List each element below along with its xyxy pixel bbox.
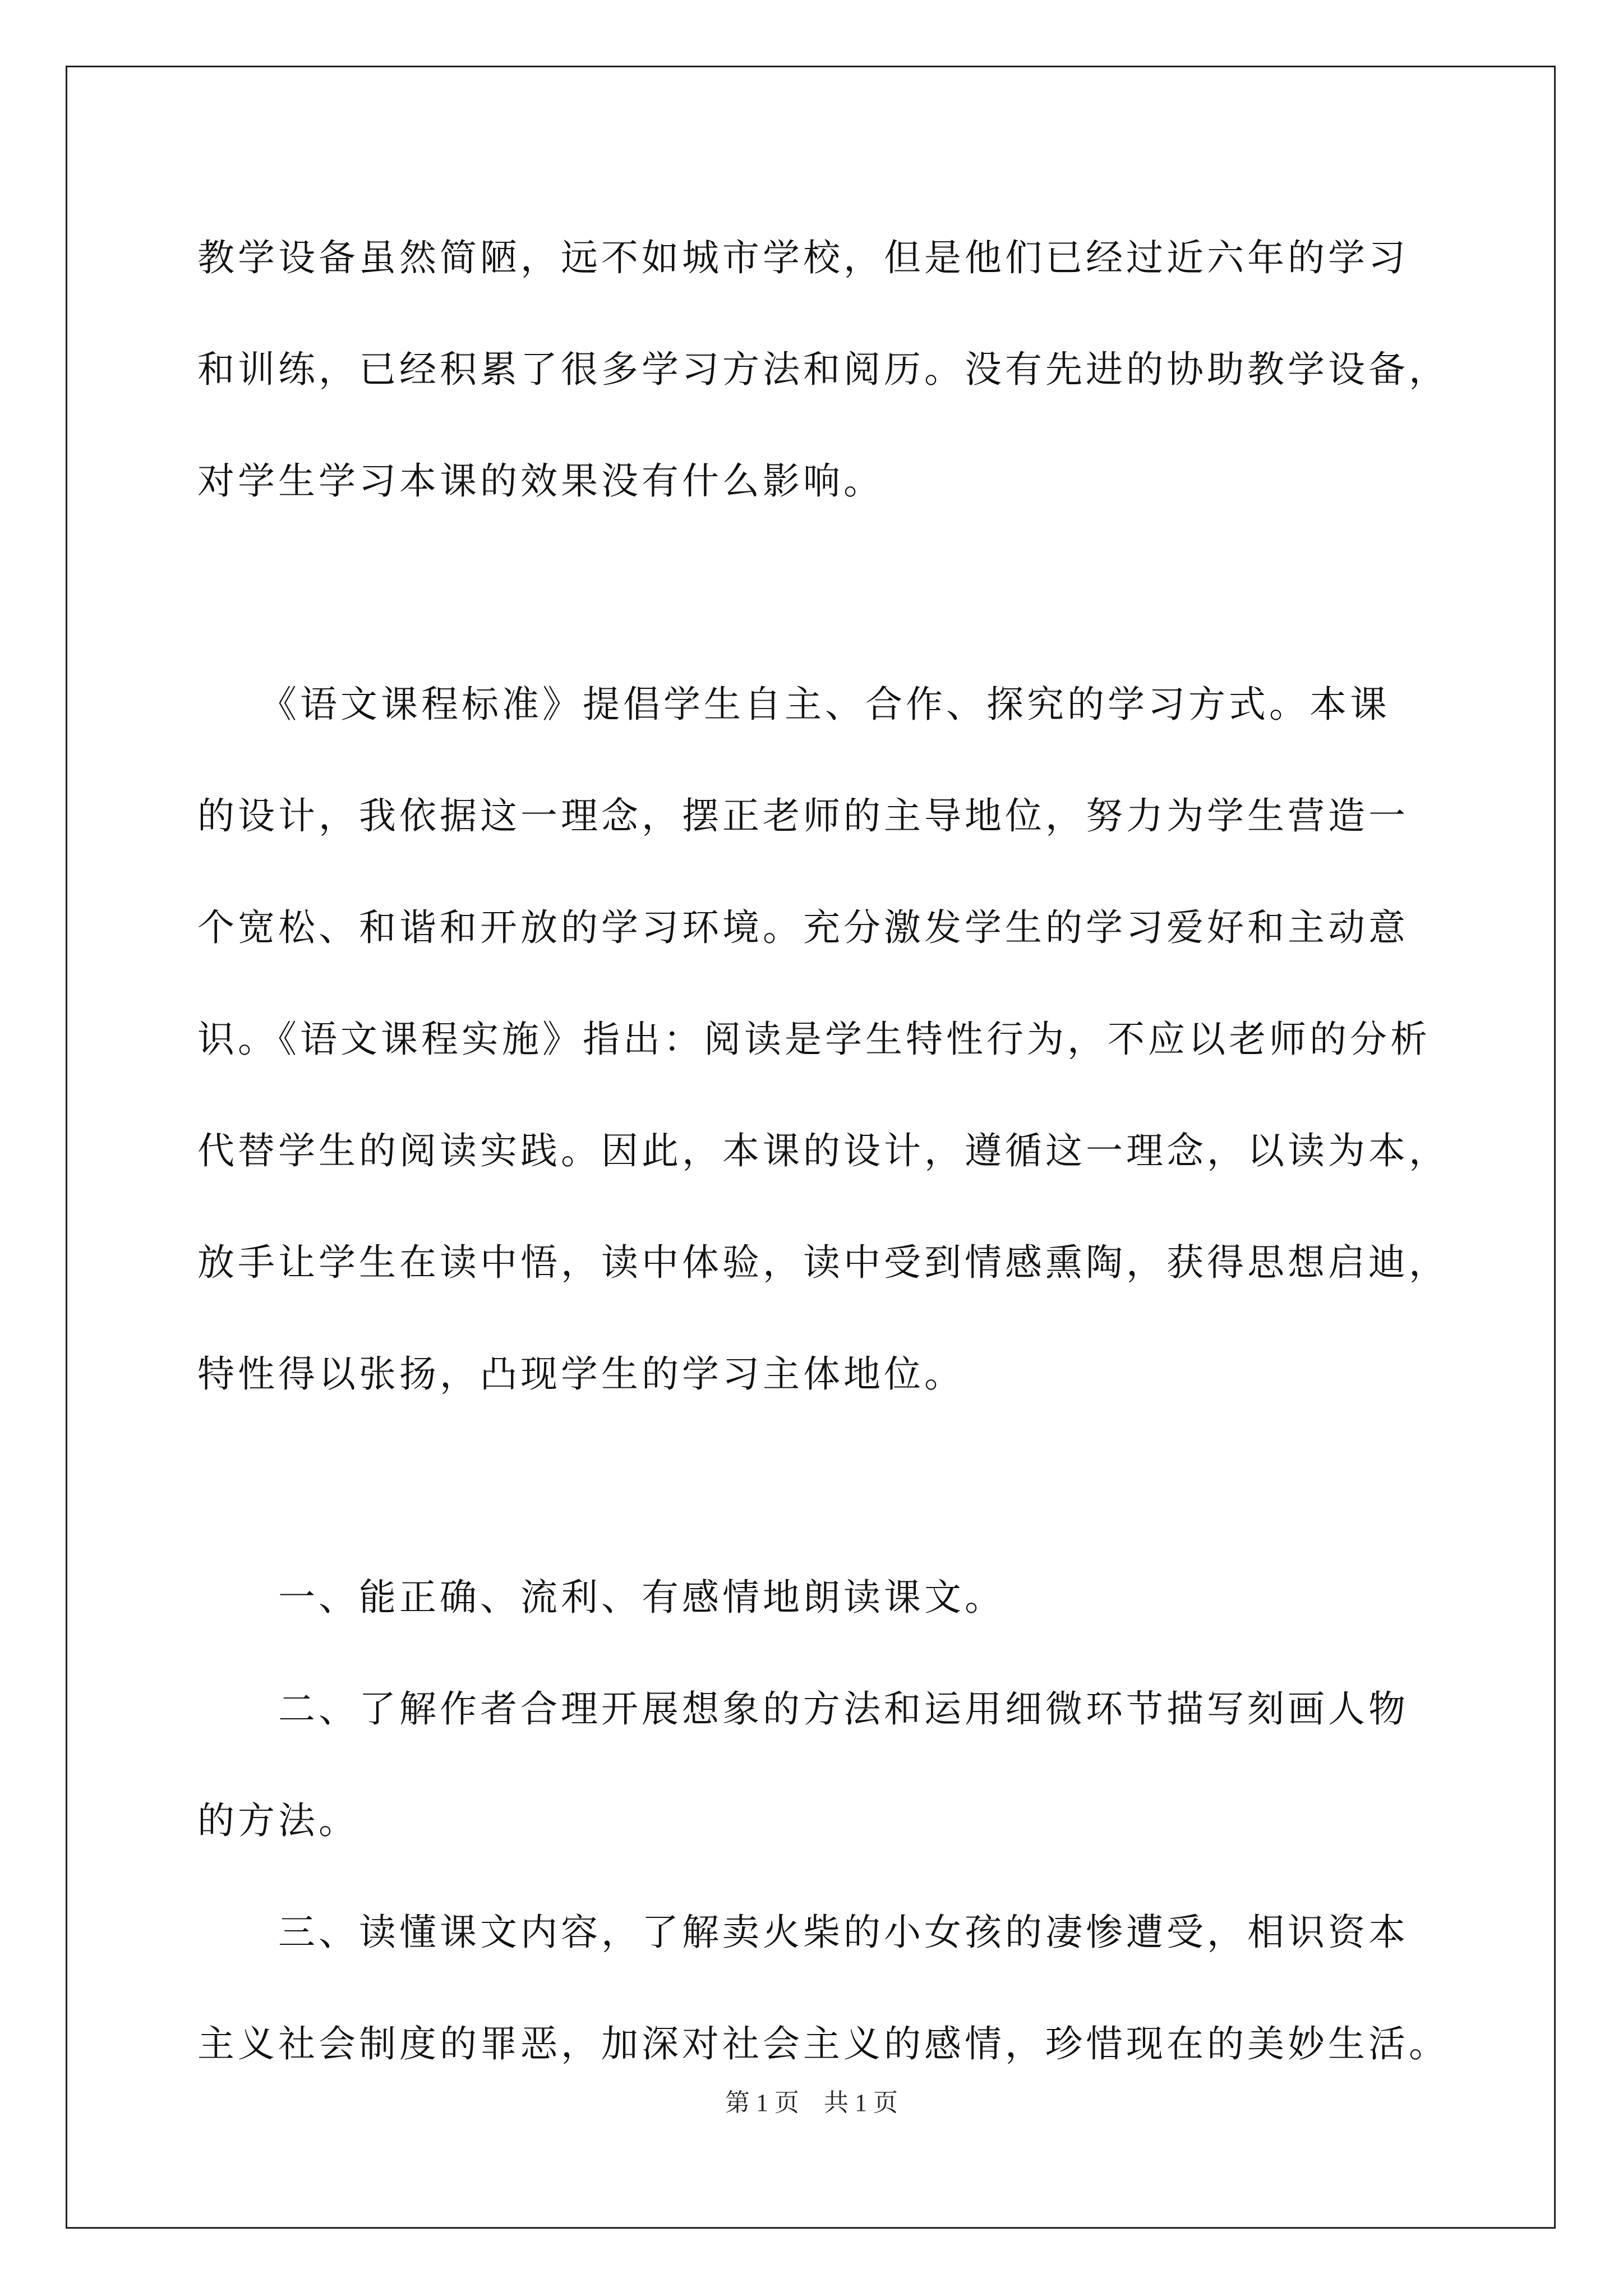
paragraph-1 xyxy=(197,202,1449,537)
text-line: 放手让学生在读中悟，读中体验，读中受到情感熏陶，获得思想启迪， xyxy=(197,1241,1449,1284)
text-line: 的方法。 xyxy=(197,1799,359,1842)
text-line: 一、能正确、流利、有感情地朗读课文。 xyxy=(197,1576,1005,1619)
text-line: 个宽松、和谐和开放的学习环境。充分激发学生的学习爱好和主动意 xyxy=(197,906,1409,949)
document-body xyxy=(197,202,1449,2100)
text-line: 二、了解作者合理开展想象的方法和运用细微环节描写刻画人物 xyxy=(197,1687,1409,1731)
text-line: 《语文课程标准》提倡学生自主、合作、探究的学习方式。本课 xyxy=(197,683,1390,726)
text-line: 教学设备虽然简陋，远不如城市学校，但是他们已经过近六年的学习 xyxy=(197,236,1409,279)
text-line: 识。《语文课程实施》指出：阅读是学生特性行为，不应以老师的分析 xyxy=(197,1018,1431,1061)
text-line: 主义社会制度的罪恶，加深对社会主义的感情，珍惜现在的美妙生活。 xyxy=(197,2022,1449,2065)
paragraph-2 xyxy=(197,648,1449,1430)
text-line: 的设计，我依据这一理念，摆正老师的主导地位，努力为学生营造一 xyxy=(197,794,1409,838)
paragraph-3 xyxy=(197,1542,1449,2100)
text-line: 三、读懂课文内容，了解卖火柴的小女孩的凄惨遭受，相识资本 xyxy=(197,1911,1409,1954)
paragraph-spacer xyxy=(197,1430,1426,1542)
text-line: 对学生学习本课的效果没有什么影响。 xyxy=(197,459,884,503)
text-line: 和训练，已经积累了很多学习方法和阅历。没有先进的协助教学设备， xyxy=(197,348,1449,391)
page-number-footer: 第 1 页 共 1 页 xyxy=(725,2089,898,2116)
paragraph-spacer xyxy=(197,537,1426,648)
text-line: 代替学生的阅读实践。因此，本课的设计，遵循这一理念，以读为本， xyxy=(197,1129,1449,1172)
text-line: 特性得以张扬，凸现学生的学习主体地位。 xyxy=(197,1352,965,1396)
